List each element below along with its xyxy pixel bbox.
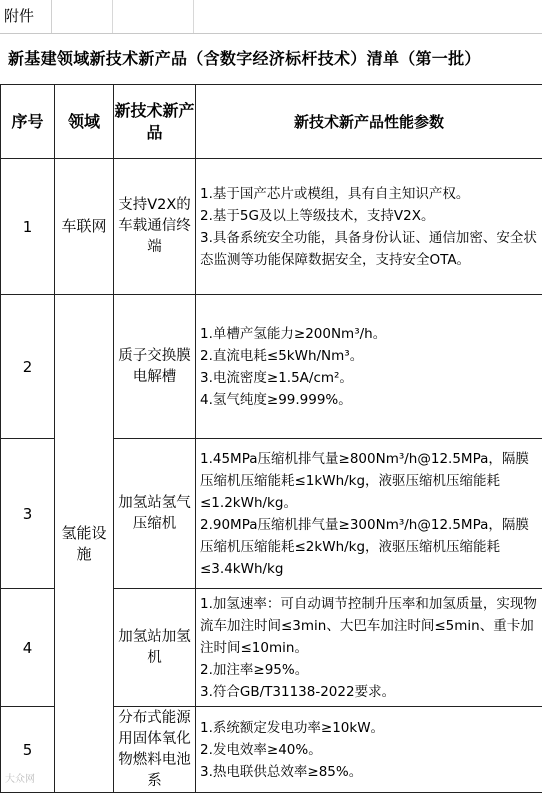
product-name: 分布式能源用固体氧化物燃料电池系 [114, 707, 196, 793]
header-params: 新技术新产品性能参数 [196, 85, 542, 159]
field-cell-hydrogen [55, 295, 114, 793]
params-cell [196, 295, 542, 439]
row-number: 5 [1, 707, 55, 793]
product-name: 加氢站加氢机 [114, 589, 196, 707]
params-cell [196, 707, 542, 793]
header-field: 领域 [55, 85, 114, 159]
param-line: 3.具备系统安全功能，具备身份认证、通信加密、安全状态监测等功能保障数据安全，支持安全OTA。 [200, 229, 537, 268]
param-line: 1.单槽产氢能力≥200Nm³/h。 [200, 325, 387, 342]
param-line: 1.45MPa压缩机排气量≥800Nm³/h@12.5MPa，隔膜压缩机压缩能耗≤1kWh/kg，液驱压缩机压缩能耗≤1.2kWh/kg。 [200, 450, 529, 511]
header-num: 序号 [1, 85, 55, 159]
table-row [1, 159, 542, 295]
param-line: 2.90MPa压缩机排气量≥300Nm³/h@12.5MPa，隔膜压缩机压缩能耗≤2kWh/kg，液驱压缩机压缩能耗≤3.4kWh/kg [200, 516, 529, 577]
product-name: 加氢站氢气压缩机 [114, 439, 196, 589]
param-line: 1.基于国产芯片或模组，具有自主知识产权。 [200, 185, 470, 202]
param-line: 2.发电效率≥40%。 [200, 741, 322, 758]
param-line: 4.氢气纯度≥99.999%。 [200, 391, 352, 408]
document-title: 新基建领域新技术新产品（含数字经济标杆技术）清单（第一批） [8, 49, 481, 68]
param-line: 3.符合GB/T31138-2022要求。 [200, 683, 396, 700]
annex-row [0, 0, 542, 34]
param-line: 3.热电联供总效率≥85%。 [200, 763, 363, 780]
param-line: 2.基于5G及以上等级技术，支持V2X。 [200, 207, 435, 224]
row-number: 1 [1, 159, 55, 295]
params-cell [196, 159, 542, 295]
product-name: 支持V2X的车载通信终端 [114, 159, 196, 295]
product-table [0, 84, 542, 793]
field-name: 氢能设施 [61, 523, 107, 563]
row-number: 2 [1, 295, 55, 439]
product-name: 质子交换膜电解槽 [114, 295, 196, 439]
param-line: 1.加氢速率：可自动调节控制升压率和加氢质量，实现物流车加注时间≤3min、大巴车加注时间≤5min、重卡加注时间≤10min。 [200, 595, 537, 656]
field-name: 车联网 [61, 217, 107, 235]
row-number: 4 [1, 589, 55, 707]
param-line: 1.系统额定发电功率≥10kW。 [200, 719, 385, 736]
grid-divider [112, 0, 113, 33]
param-line: 2.加注率≥95%。 [200, 661, 309, 678]
annex-label: 附件 [0, 0, 52, 33]
table-header-row [1, 85, 542, 159]
param-line: 2.直流电耗≤5kWh/Nm³。 [200, 347, 364, 364]
params-cell [196, 439, 542, 589]
grid-divider [193, 0, 194, 33]
params-cell [196, 589, 542, 707]
watermark: 大众网 [5, 774, 35, 785]
row-number: 3 [1, 439, 55, 589]
field-cell [55, 159, 114, 295]
table-row [1, 295, 542, 439]
header-product: 新技术新产品 [114, 85, 196, 159]
param-line: 3.电流密度≥1.5A/cm²。 [200, 369, 353, 386]
